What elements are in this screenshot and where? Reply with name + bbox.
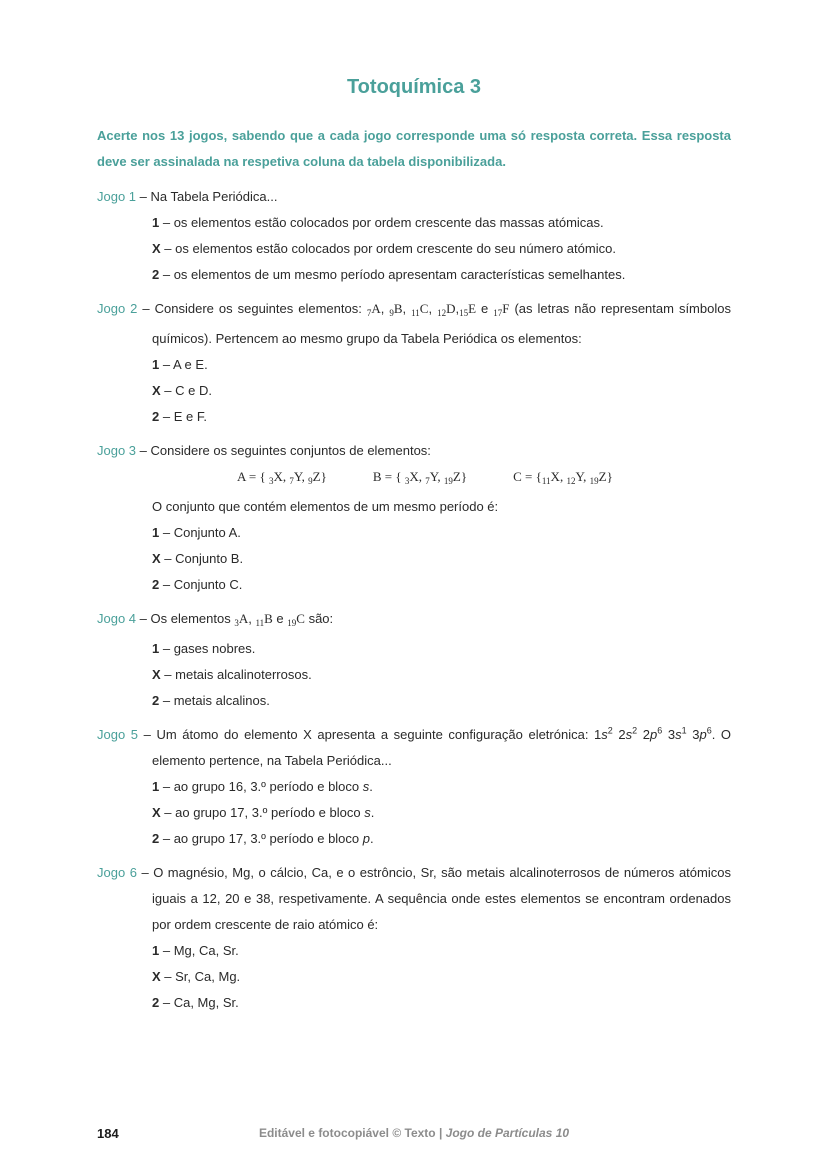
quiz-question-block — [97, 296, 731, 430]
answer-option — [97, 378, 731, 404]
question-label: Jogo 3 — [97, 443, 137, 458]
option-dash: – — [159, 409, 174, 424]
answer-option — [97, 546, 731, 572]
option-key: X — [152, 667, 161, 682]
question-text — [97, 606, 731, 636]
option-text: Sr, Ca, Mg. — [175, 969, 241, 984]
option-text: ao grupo 17, 3.º período e bloco p. — [173, 831, 374, 846]
intro-paragraph: Acerte nos 13 jogos, sabendo que a cada jogo corresponde uma só resposta correta. Essa resposta deve ser assinalada na respetiva coluna da tabela disponibilizada. — [97, 128, 731, 169]
label-dash: – — [136, 443, 151, 458]
option-dash: – — [159, 995, 174, 1010]
option-text: metais alcalinoterrosos. — [175, 667, 312, 682]
answer-option — [97, 572, 731, 598]
option-key: 2 — [152, 409, 160, 424]
answer-option — [97, 210, 731, 236]
option-dash: – — [160, 241, 176, 256]
answer-option — [97, 800, 731, 826]
option-text: gases nobres. — [173, 641, 256, 656]
option-text: A e E. — [172, 357, 208, 372]
answer-option — [97, 826, 731, 852]
option-key: 1 — [152, 779, 160, 794]
option-key: 2 — [152, 831, 160, 846]
answer-option — [97, 774, 731, 800]
option-key: 2 — [152, 577, 160, 592]
answer-option — [97, 262, 731, 288]
label-dash: – — [137, 301, 155, 316]
quiz-question-block — [97, 860, 731, 1016]
option-dash: – — [160, 805, 176, 820]
option-text: Conjunto B. — [175, 551, 244, 566]
option-text: C e D. — [175, 383, 212, 398]
answer-option — [97, 352, 731, 378]
option-dash: – — [160, 551, 176, 566]
question-text — [97, 184, 731, 210]
option-text: Conjunto A. — [173, 525, 241, 540]
footer-separator: | — [435, 1126, 446, 1140]
question-text — [97, 860, 731, 938]
options-list — [97, 636, 731, 714]
label-dash: – — [136, 189, 151, 204]
question-label: Jogo 2 — [97, 301, 138, 316]
sets-formula-row — [237, 464, 731, 494]
question-label: Jogo 1 — [97, 189, 137, 204]
option-dash: – — [159, 357, 173, 372]
footer-credit-text: Editável e fotocopiável © Texto — [258, 1126, 436, 1140]
question-body: Considere os seguintes conjuntos de elementos: — [150, 443, 431, 458]
answer-option — [97, 404, 731, 430]
option-text: E e F. — [173, 409, 207, 424]
footer-credits — [97, 1126, 731, 1140]
option-text: Ca, Mg, Sr. — [173, 995, 239, 1010]
option-text: os elementos estão colocados por ordem crescente das massas atómicas. — [173, 215, 604, 230]
option-text: os elementos de um mesmo período apresentam características semelhantes. — [173, 267, 626, 282]
label-dash: – — [136, 865, 154, 880]
option-dash: – — [159, 215, 174, 230]
option-dash: – — [160, 969, 176, 984]
question-label: Jogo 5 — [97, 727, 139, 742]
option-key: 2 — [152, 995, 160, 1010]
option-text: Mg, Ca, Sr. — [173, 943, 239, 958]
question-label: Jogo 4 — [97, 611, 137, 626]
options-list — [97, 210, 731, 288]
options-list — [97, 938, 731, 1016]
option-key: X — [152, 383, 161, 398]
option-dash: – — [159, 525, 174, 540]
question-body: O magnésio, Mg, o cálcio, Ca, e o estrôncio, Sr, são metais alcalinoterrosos de números atómicos iguais a 12, 20 e 38, respetivamente. A sequência onde estes elementos se encontram ordenados por ordem crescente de raio atómico é: — [152, 865, 731, 932]
option-key: 1 — [152, 357, 160, 372]
option-key: 2 — [152, 693, 160, 708]
element-set: B = { $_3$X, $_7$Y, $_{19}$Z} — [372, 469, 468, 486]
option-key: 1 — [152, 215, 160, 230]
option-dash: – — [159, 779, 174, 794]
option-dash: – — [160, 383, 176, 398]
options-list — [97, 520, 731, 598]
option-dash: – — [159, 831, 174, 846]
option-key: X — [152, 551, 161, 566]
element-set: A = { $_3$X, $_7$Y, $_9$Z} — [237, 469, 327, 486]
answer-option — [97, 990, 731, 1016]
label-dash: – — [136, 611, 151, 626]
question-body: Os elementos $_3$A, $_{11}$B e $_{19}$C são: — [150, 611, 334, 628]
option-dash: – — [159, 641, 174, 656]
option-key: 1 — [152, 525, 160, 540]
quiz-question-block — [97, 184, 731, 288]
question-label: Jogo 6 — [97, 865, 137, 880]
question-body: Na Tabela Periódica... — [150, 189, 278, 204]
option-key: 1 — [152, 641, 160, 656]
option-text: metais alcalinos. — [173, 693, 270, 708]
element-set: $C = \{_{11}X$, $_{12}$Y, $_{19}$Z} — [513, 469, 613, 486]
quiz-question-block — [97, 438, 731, 598]
question-text — [97, 722, 731, 774]
page-footer — [97, 1126, 731, 1146]
option-key: 2 — [152, 267, 160, 282]
worksheet-page — [97, 0, 731, 1016]
option-text: os elementos estão colocados por ordem crescente do seu número atómico. — [175, 241, 616, 256]
page-number: 184 — [97, 1126, 119, 1141]
answer-option — [97, 520, 731, 546]
answer-option — [97, 688, 731, 714]
options-list — [97, 352, 731, 430]
option-dash: – — [159, 943, 174, 958]
quiz-question-block — [97, 722, 731, 852]
option-text: Conjunto C. — [173, 577, 243, 592]
question-followup: O conjunto que contém elementos de um mesmo período é: — [152, 499, 499, 514]
jogos-list — [97, 184, 731, 1016]
question-text — [97, 296, 731, 352]
answer-option — [97, 636, 731, 662]
question-body: Um átomo do elemento X apresenta a seguinte configuração eletrónica: $1s^2$ $2s^2$ $2p^6$ $3s^1$ $3p^6$. O elemento pertence, na Tabela Periódica... — [152, 725, 732, 768]
quiz-question-block — [97, 606, 731, 714]
option-dash: – — [159, 577, 174, 592]
option-dash: – — [159, 267, 174, 282]
page-title: Totoquímica 3 — [346, 76, 482, 98]
option-key: 1 — [152, 943, 160, 958]
options-list — [97, 774, 731, 852]
answer-option — [97, 964, 731, 990]
answer-option — [97, 662, 731, 688]
option-dash: – — [160, 667, 176, 682]
option-key: X — [152, 969, 161, 984]
option-key: X — [152, 805, 161, 820]
option-dash: – — [159, 693, 174, 708]
question-text — [97, 438, 731, 464]
question-body: Considere os seguintes elementos: $_7$A, $_9$B, $_{11}$C, $_{12}D,_{15}E$ e $_{17}$F (as letras não representam símbolos químicos). Pertencem ao mesmo grupo da Tabela Periódica os elementos: — [152, 301, 731, 346]
label-dash: – — [138, 727, 157, 742]
option-text: ao grupo 16, 3.º período e bloco s. — [173, 779, 373, 794]
footer-book-title: Jogo de Partículas 10 — [445, 1126, 570, 1140]
option-text: ao grupo 17, 3.º período e bloco s. — [175, 805, 375, 820]
answer-option — [97, 938, 731, 964]
option-key: X — [152, 241, 161, 256]
answer-option — [97, 236, 731, 262]
